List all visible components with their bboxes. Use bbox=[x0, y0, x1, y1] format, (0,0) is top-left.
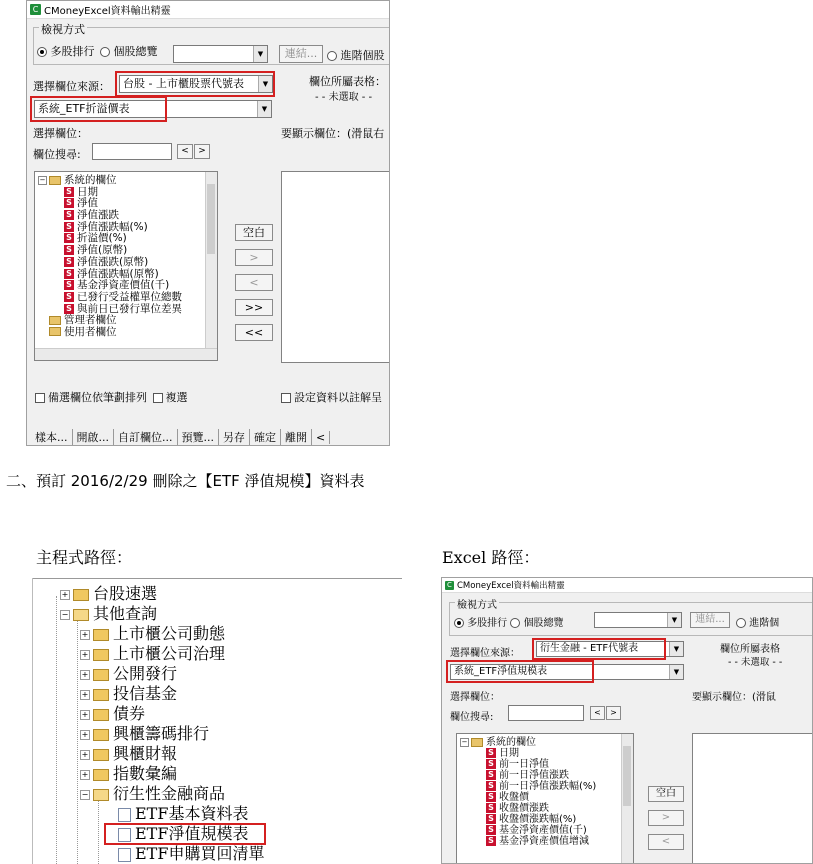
chevron-down-icon: ▼ bbox=[669, 642, 683, 656]
expand-icon[interactable]: + bbox=[81, 649, 89, 659]
tree-scrollbar[interactable] bbox=[205, 172, 217, 348]
folder-icon bbox=[73, 589, 89, 601]
window-title: CMoneyExcel資料輸出精靈 bbox=[457, 581, 565, 591]
search-label: 欄位搜尋: bbox=[33, 148, 81, 161]
section-heading: 二、預訂 2016/2/29 刪除之【ETF 淨值規模】資料表 bbox=[6, 472, 365, 490]
multi-checkbox[interactable] bbox=[153, 393, 163, 403]
move-right-button[interactable]: > bbox=[235, 249, 273, 266]
expand-icon[interactable]: + bbox=[81, 709, 89, 719]
select-label: 選擇欄位： bbox=[450, 692, 500, 703]
display-list[interactable] bbox=[281, 171, 390, 363]
tree-root: 系統的欄位 bbox=[64, 174, 117, 186]
field-label: 日期 bbox=[77, 185, 98, 198]
blank-button[interactable]: 空白 bbox=[235, 224, 273, 241]
bottom-button[interactable]: 離開 bbox=[281, 429, 312, 445]
radio-multi[interactable] bbox=[454, 618, 464, 628]
highlight-source bbox=[532, 638, 666, 660]
field-label: 收盤價 bbox=[499, 792, 529, 803]
field-label: 與前日已發行單位差異 bbox=[77, 302, 182, 315]
field-s-icon: S bbox=[64, 187, 74, 197]
field-item[interactable] bbox=[486, 759, 633, 770]
open-folder-icon bbox=[73, 609, 89, 621]
highlight-table bbox=[446, 660, 594, 683]
tree-item-other[interactable]: 其他查詢 bbox=[93, 604, 158, 623]
field-item[interactable] bbox=[486, 836, 633, 847]
field-s-icon: S bbox=[64, 304, 74, 314]
radio-multi-label: 多股排行 bbox=[467, 618, 508, 629]
move-all-right-button[interactable]: >> bbox=[235, 299, 273, 316]
user-folder[interactable]: 使用者欄位 bbox=[64, 325, 117, 338]
field-label: 已發行受益權單位總數 bbox=[77, 290, 182, 303]
title-bar bbox=[442, 578, 812, 593]
tree-item[interactable]: 投信基金 bbox=[113, 684, 178, 703]
belong-value: - - 未選取 - - bbox=[728, 657, 783, 668]
field-label: 淨值漲跌(原幣) bbox=[77, 255, 149, 268]
source-label: 選擇欄位來源： bbox=[33, 80, 110, 93]
display-list[interactable] bbox=[692, 733, 813, 864]
collapse-icon[interactable]: − bbox=[461, 737, 468, 746]
wizard-window-2 bbox=[441, 577, 813, 864]
tree-item-derivatives[interactable]: 衍生性金融商品 bbox=[113, 784, 226, 803]
search-next-button[interactable]: > bbox=[606, 706, 621, 720]
folder-icon bbox=[93, 749, 109, 761]
move-left-button[interactable]: < bbox=[235, 274, 273, 291]
search-prev-button[interactable]: < bbox=[177, 144, 193, 159]
view-mode-legend: 檢視方式 bbox=[455, 596, 499, 611]
field-s-icon: S bbox=[486, 781, 496, 791]
radio-advanced-label: 進階個股 bbox=[340, 49, 385, 62]
search-input[interactable] bbox=[92, 143, 172, 160]
table-value: 系統_ETF折溢價表 bbox=[38, 102, 130, 115]
field-label: 折溢價(%) bbox=[77, 232, 127, 245]
collapse-icon[interactable]: − bbox=[61, 609, 69, 619]
excel-path-label: Excel 路徑： bbox=[442, 548, 540, 567]
app-icon: C bbox=[445, 581, 454, 590]
sort-checkbox[interactable] bbox=[35, 393, 45, 403]
expand-icon[interactable]: + bbox=[61, 589, 69, 599]
bottom-button[interactable]: < bbox=[312, 431, 330, 444]
tree-scrollbar[interactable] bbox=[621, 734, 633, 864]
annotation-label: 設定資料以註解呈 bbox=[294, 391, 382, 404]
bottom-button-bar bbox=[31, 429, 330, 445]
tree-hscrollbar[interactable] bbox=[35, 348, 217, 360]
field-label: 日期 bbox=[499, 748, 519, 759]
field-label: 前一日淨值漲跌 bbox=[499, 770, 569, 781]
field-s-icon: S bbox=[486, 748, 496, 758]
folder-icon bbox=[49, 327, 61, 336]
annotation-option bbox=[281, 389, 382, 405]
tree-item[interactable]: 興櫃財報 bbox=[113, 744, 178, 763]
field-s-icon: S bbox=[64, 210, 74, 220]
folder-icon bbox=[93, 649, 109, 661]
radio-single[interactable] bbox=[100, 47, 110, 57]
main-path-label: 主程式路徑： bbox=[36, 548, 133, 567]
field-tree[interactable] bbox=[456, 733, 634, 864]
field-s-icon: S bbox=[486, 792, 496, 802]
tree-item-etf-nav-scale[interactable]: ETF淨值規模表 bbox=[135, 824, 249, 843]
expand-icon[interactable]: + bbox=[81, 769, 89, 779]
app-icon: C bbox=[30, 4, 41, 15]
field-s-icon: S bbox=[64, 269, 74, 279]
bottom-button[interactable]: 開啟... bbox=[73, 429, 115, 445]
field-s-icon: S bbox=[64, 280, 74, 290]
folder-icon bbox=[93, 689, 109, 701]
highlight-table bbox=[30, 96, 167, 122]
field-label: 淨值漲跌 bbox=[77, 209, 119, 222]
field-s-icon: S bbox=[64, 292, 74, 302]
radio-advanced[interactable] bbox=[327, 51, 337, 61]
folder-icon bbox=[93, 669, 109, 681]
field-item[interactable] bbox=[486, 792, 633, 803]
search-label: 欄位搜尋: bbox=[450, 712, 494, 723]
radio-single-label: 個股總覽 bbox=[113, 45, 158, 58]
chevron-down-icon: ▼ bbox=[257, 101, 271, 117]
tree-item[interactable]: 興櫃籌碼排行 bbox=[113, 724, 210, 743]
connect-button[interactable]: 連結... bbox=[279, 45, 323, 63]
highlight-etf-nav-scale bbox=[104, 823, 266, 845]
blank-button[interactable]: 空白 bbox=[648, 786, 684, 802]
field-item[interactable] bbox=[486, 814, 633, 825]
folder-icon bbox=[93, 729, 109, 741]
belong-label: 欄位所屬表格 bbox=[720, 644, 780, 655]
chevron-down-icon: ▼ bbox=[667, 613, 681, 627]
chevron-down-icon: ▼ bbox=[258, 76, 272, 92]
field-s-icon: S bbox=[64, 257, 74, 267]
main-program-tree bbox=[32, 578, 402, 864]
highlight-source bbox=[115, 71, 275, 97]
expand-icon[interactable]: + bbox=[81, 669, 89, 679]
search-input[interactable] bbox=[508, 705, 584, 721]
table-icon bbox=[118, 808, 131, 822]
search-next-button[interactable]: > bbox=[194, 144, 210, 159]
window-title: CMoneyExcel資料輸出精靈 bbox=[44, 6, 171, 17]
open-folder-icon bbox=[93, 789, 109, 801]
field-label: 基金淨資產價值(千) bbox=[499, 825, 587, 836]
tree-item-etf-basic[interactable]: ETF基本資料表 bbox=[135, 804, 249, 823]
view-mode-legend: 檢視方式 bbox=[41, 23, 85, 36]
field-label: 基金淨資產價值(千) bbox=[77, 279, 170, 292]
field-s-icon: S bbox=[486, 759, 496, 769]
view-mode-options bbox=[37, 43, 158, 59]
field-s-icon: S bbox=[64, 233, 74, 243]
display-label: 要顯示欄位：(滑鼠右 bbox=[281, 127, 385, 140]
bottom-button[interactable]: 另存 bbox=[219, 429, 250, 445]
display-label: 要顯示欄位：(滑鼠 bbox=[692, 692, 776, 703]
field-item[interactable] bbox=[486, 748, 633, 759]
field-item[interactable] bbox=[486, 781, 633, 792]
expand-icon[interactable]: + bbox=[81, 749, 89, 759]
field-s-icon: S bbox=[64, 198, 74, 208]
advanced-option bbox=[736, 614, 779, 629]
move-all-left-button[interactable]: << bbox=[235, 324, 273, 341]
wizard-window-1 bbox=[26, 0, 390, 446]
belong-label: 欄位所屬表格： bbox=[309, 75, 386, 88]
manager-folder[interactable]: 管理者欄位 bbox=[64, 314, 117, 327]
stock-combo[interactable] bbox=[594, 612, 682, 628]
folder-icon bbox=[49, 176, 61, 185]
title-bar bbox=[27, 1, 389, 19]
sort-label: 備選欄位依筆劃排列 bbox=[48, 391, 147, 404]
radio-advanced-label: 進階個 bbox=[749, 618, 780, 629]
expand-icon[interactable]: + bbox=[81, 629, 89, 639]
field-label: 前一日淨值漲跌幅(%) bbox=[499, 781, 597, 792]
tree-item[interactable]: 上市櫃公司治理 bbox=[113, 644, 226, 663]
radio-single-label: 個股總覽 bbox=[523, 618, 564, 629]
field-s-icon: S bbox=[486, 803, 496, 813]
source-value: 衍生金融 - ETF代號表 bbox=[540, 643, 639, 654]
radio-multi-label: 多股排行 bbox=[50, 45, 95, 58]
field-s-icon: S bbox=[64, 222, 74, 232]
source-value: 台股 - 上市櫃股票代號表 bbox=[123, 77, 244, 90]
folder-icon bbox=[93, 629, 109, 641]
field-label: 淨值 bbox=[77, 197, 98, 210]
field-label: 淨值漲跌幅(原幣) bbox=[77, 267, 159, 280]
tree-item[interactable]: 上市櫃公司動態 bbox=[113, 624, 226, 643]
field-item[interactable] bbox=[486, 803, 633, 814]
tree-item[interactable]: 指數彙編 bbox=[113, 764, 178, 783]
expand-icon[interactable]: + bbox=[81, 689, 89, 699]
bottom-button[interactable]: 預覽... bbox=[178, 429, 220, 445]
field-label: 淨值漲跌幅(%) bbox=[77, 220, 148, 233]
field-label: 收盤價漲跌幅(%) bbox=[499, 814, 577, 825]
bottom-button[interactable]: 樣本... bbox=[31, 429, 73, 445]
expand-icon[interactable]: + bbox=[81, 729, 89, 739]
folder-icon bbox=[49, 316, 61, 325]
stock-combo[interactable] bbox=[173, 45, 268, 63]
chevron-down-icon: ▼ bbox=[253, 46, 267, 62]
belong-value: - - 未選取 - - bbox=[315, 92, 373, 103]
bottom-button[interactable]: 自訂欄位... bbox=[114, 429, 178, 445]
select-label: 選擇欄位： bbox=[33, 127, 88, 140]
table-value: 系統_ETF淨值規模表 bbox=[454, 666, 548, 677]
move-right-button[interactable]: > bbox=[648, 810, 684, 826]
table-icon bbox=[118, 848, 131, 862]
chevron-down-icon: ▼ bbox=[669, 665, 683, 679]
sort-option bbox=[35, 389, 188, 405]
search-prev-button[interactable]: < bbox=[590, 706, 605, 720]
radio-multi[interactable] bbox=[37, 47, 47, 57]
radio-single[interactable] bbox=[510, 618, 520, 628]
tree-item[interactable]: 債券 bbox=[113, 704, 146, 723]
folder-icon bbox=[93, 769, 109, 781]
field-item[interactable] bbox=[486, 825, 633, 836]
collapse-icon[interactable]: − bbox=[39, 175, 46, 184]
field-s-icon: S bbox=[486, 814, 496, 824]
bottom-button[interactable]: 確定 bbox=[250, 429, 281, 445]
field-s-icon: S bbox=[486, 770, 496, 780]
collapse-icon[interactable]: − bbox=[81, 789, 89, 799]
field-tree[interactable] bbox=[34, 171, 218, 361]
field-s-icon: S bbox=[64, 245, 74, 255]
annotation-checkbox[interactable] bbox=[281, 393, 291, 403]
tree-root: 系統的欄位 bbox=[486, 737, 536, 748]
field-label: 基金淨資產價值增減 bbox=[499, 836, 589, 847]
multi-label: 複選 bbox=[165, 391, 188, 404]
tree-item-quick[interactable]: 台股速選 bbox=[93, 584, 158, 603]
folder-icon bbox=[471, 738, 483, 747]
view-mode-options bbox=[454, 614, 564, 629]
connect-button[interactable]: 連結... bbox=[690, 612, 730, 628]
source-label: 選擇欄位來源： bbox=[450, 648, 520, 659]
radio-advanced[interactable] bbox=[736, 618, 746, 628]
tree-item[interactable]: 公開發行 bbox=[113, 664, 178, 683]
field-item[interactable] bbox=[486, 770, 633, 781]
field-label: 淨值(原幣) bbox=[77, 244, 128, 257]
field-label: 前一日淨值 bbox=[499, 759, 549, 770]
move-left-button[interactable]: < bbox=[648, 834, 684, 850]
advanced-option bbox=[327, 47, 385, 63]
folder-icon bbox=[93, 709, 109, 721]
field-s-icon: S bbox=[486, 836, 496, 846]
field-s-icon: S bbox=[486, 825, 496, 835]
tree-item-etf-creation[interactable]: ETF申購買回清單 bbox=[135, 844, 265, 863]
field-label: 收盤價漲跌 bbox=[499, 803, 549, 814]
